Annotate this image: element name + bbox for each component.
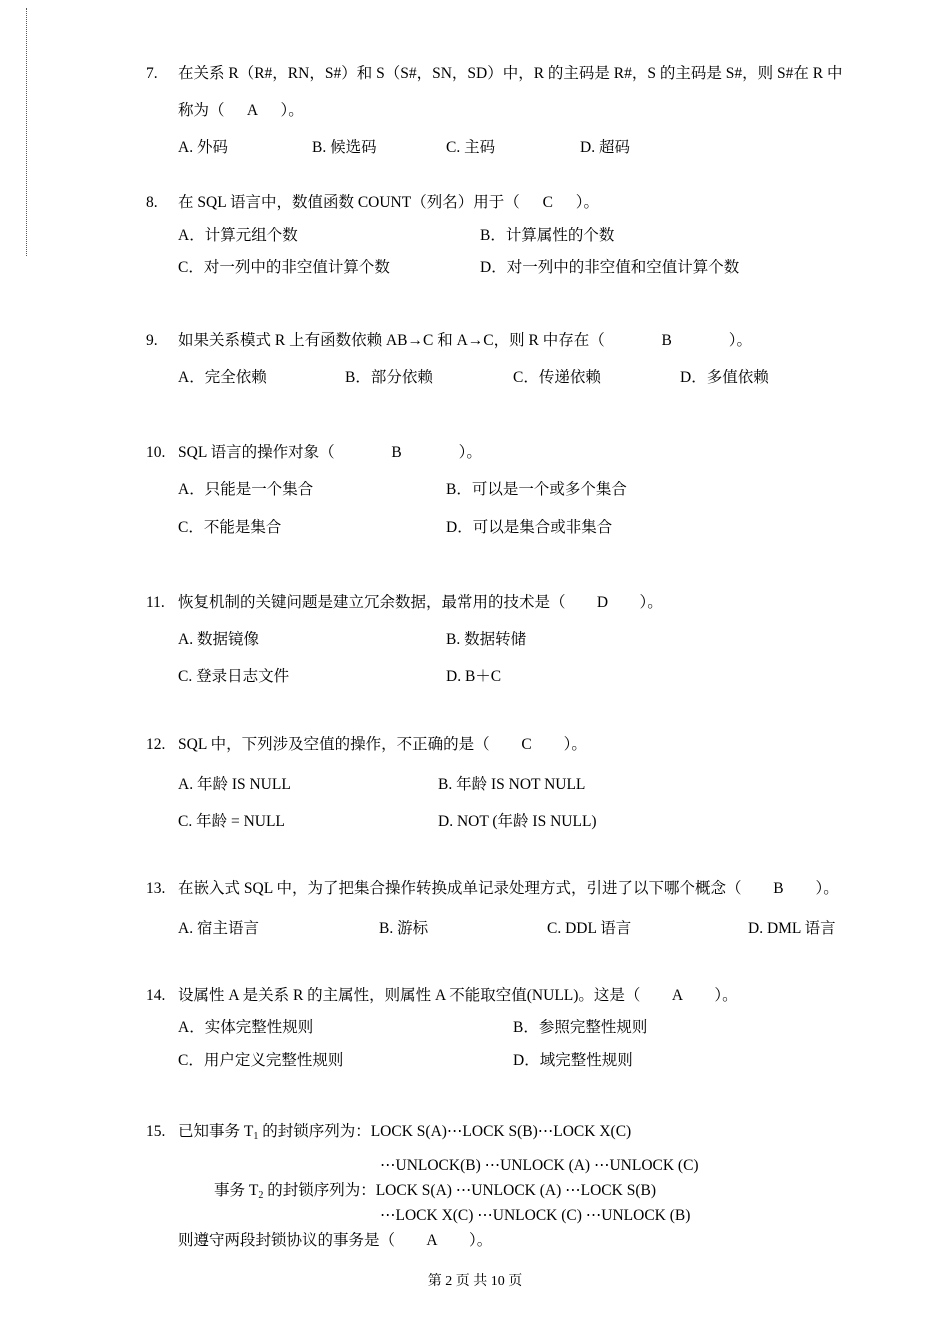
binding-margin-dotted-line [26,8,27,256]
question-number: 15. [146,1123,166,1140]
question-stem: SQL 中，下列涉及空值的操作，不正确的是（ C ）。 [178,736,587,753]
question-number: 14. [146,987,166,1004]
question-number: 10. [146,444,166,461]
answer: B [661,332,672,349]
option-a: A．实体完整性规则 [178,1019,314,1036]
option-a: A. 年龄 IS NULL [178,776,291,793]
question-stem: 在关系 R（R#，RN，S#）和 S（S#，SN，SD）中，R 的主码是 R#，S 的主码是 S#，则 S#在 R 中 [178,65,843,82]
question-number: 7. [146,65,158,82]
answer: A [246,102,259,119]
option-d: D．对一列中的非空值和空值计算个数 [480,259,740,276]
t1-lock-sequence: 已知事务 $T_1$ 的封锁序列为：LOCK S(A)⋯LOCK S(B)⋯LOCK X(C) [178,1123,632,1142]
t2-lock-sequence: 事务 $T_2$ 的封锁序列为：LOCK S(A) ⋯UNLOCK (A) ⋯LOCK S(B) [214,1182,656,1201]
option-b: B. 年龄 IS NOT NULL [438,776,586,793]
option-a: A．完全依赖 [178,369,267,386]
option-b: B．计算属性的个数 [480,227,615,244]
option-a: A．计算元组个数 [178,227,298,244]
option-c: C. DDL 语言 [547,920,632,937]
option-c: C．用户定义完整性规则 [178,1052,344,1069]
answer: C [521,736,532,753]
option-c: C．传递依赖 [513,369,601,386]
option-d: D．域完整性规则 [513,1052,633,1069]
option-b: B. 游标 [379,920,429,937]
page-footer: 第 2 页 共 10 页 [427,1274,523,1289]
answer: A [671,987,684,1004]
question-number: 12. [146,736,166,753]
option-b: B．可以是一个或多个集合 [446,481,627,498]
option-c: C. 主码 [446,139,496,156]
question-stem: 设属性 A 是关系 R 的主属性，则属性 A 不能取空值(NULL)。这是（ A ）。 [178,987,738,1004]
question-stem: 如果关系模式 R 上有函数依赖 AB→C 和 A→C，则 R 中存在（ B ）。 [178,332,752,349]
answer: D [596,594,609,611]
option-c: C. 年龄 = NULL [178,813,285,830]
answer: B [773,880,784,897]
option-b: B．部分依赖 [345,369,433,386]
answer: A [426,1232,438,1249]
question-stem: 在嵌入式 SQL 中，为了把集合操作转换成单记录处理方式，引进了以下哪个概念（ B ）。 [178,880,839,897]
question-stem-line2: 称为（ A ）。 [178,102,304,119]
question-number: 13. [146,880,166,897]
option-c: C. 登录日志文件 [178,668,290,685]
option-b: B. 候选码 [312,139,377,156]
question-stem: 则遵守两段封锁协议的事务是（ A ）。 [178,1232,493,1249]
answer: B [391,444,402,461]
answer: C [542,194,553,211]
t1-lock-sequence-line2: ⋯UNLOCK(B) ⋯UNLOCK (A) ⋯UNLOCK (C) [380,1157,699,1174]
option-a: A. 数据镜像 [178,631,259,648]
option-d: D．多值依赖 [680,369,769,386]
question-stem: 恢复机制的关键问题是建立冗余数据，最常用的技术是（ D ）。 [178,594,663,611]
option-c: C．对一列中的非空值计算个数 [178,259,390,276]
option-d: D. DML 语言 [748,920,836,937]
option-d: D. B＋C [446,668,502,685]
question-stem: SQL 语言的操作对象（ B ）。 [178,444,482,461]
question-number: 9. [146,332,158,349]
question-number: 11. [146,594,165,611]
option-d: D. NOT (年龄 IS NULL) [438,813,597,830]
option-d: D．可以是集合或非集合 [446,519,613,536]
t2-lock-sequence-line2: ⋯LOCK X(C) ⋯UNLOCK (C) ⋯UNLOCK (B) [380,1207,691,1224]
option-a: A. 外码 [178,139,228,156]
option-b: B. 数据转储 [446,631,527,648]
question-stem: 在 SQL 语言中，数值函数 COUNT（列名）用于（ C ）。 [178,194,599,211]
option-a: A. 宿主语言 [178,920,259,937]
option-c: C．不能是集合 [178,519,282,536]
option-a: A．只能是一个集合 [178,481,314,498]
option-b: B．参照完整性规则 [513,1019,648,1036]
option-d: D. 超码 [580,139,630,156]
question-number: 8. [146,194,158,211]
